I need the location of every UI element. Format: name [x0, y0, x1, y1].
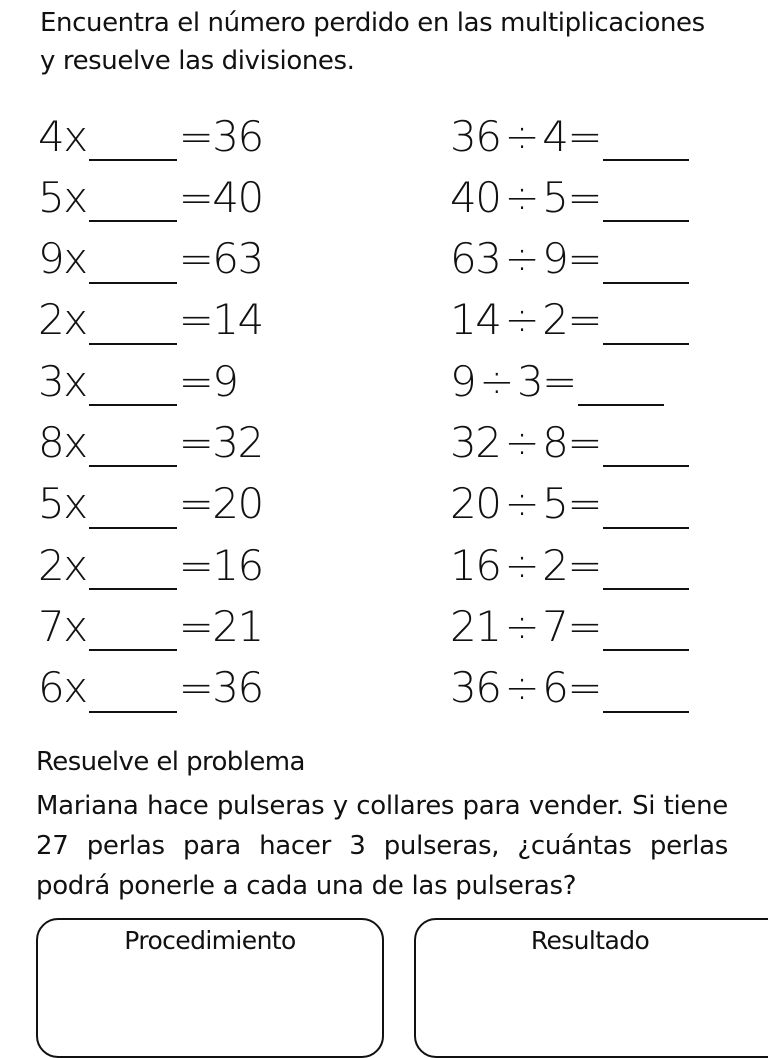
exercise-row [0, 353, 768, 414]
mul-answer-blank[interactable] [89, 244, 177, 284]
div-dividend: 21 [450, 601, 501, 651]
mul-factor: 8x [38, 417, 87, 467]
divide-symbol: ÷ [504, 417, 539, 467]
multiplication-item [38, 537, 263, 593]
divide-symbol: ÷ [504, 295, 539, 345]
mul-factor: 2x [38, 540, 87, 590]
div-answer-blank[interactable] [603, 305, 689, 345]
div-answer-blank[interactable] [578, 366, 664, 406]
exercise-row [0, 414, 768, 475]
div-answer-blank[interactable] [603, 182, 689, 222]
div-answer-blank[interactable] [603, 550, 689, 590]
multiplication-item [38, 353, 238, 409]
div-dividend: 16 [450, 540, 501, 590]
div-divisor: 4= [542, 111, 602, 161]
divide-symbol: ÷ [504, 540, 539, 590]
division-item [450, 231, 689, 287]
mul-factor: 2x [38, 295, 87, 345]
div-dividend: 20 [450, 479, 501, 529]
div-answer-blank[interactable] [603, 489, 689, 529]
result-label: Resultado [530, 926, 650, 955]
exercise-row [0, 169, 768, 230]
div-divisor: 8= [542, 417, 602, 467]
mul-answer-blank[interactable] [89, 366, 177, 406]
instruction-line-2: y resuelve las divisiones. [40, 46, 355, 76]
div-dividend: 63 [450, 234, 501, 284]
mul-factor: 5x [38, 479, 87, 529]
exercise-row [0, 476, 768, 537]
mul-answer-blank[interactable] [89, 121, 177, 161]
mul-result: =16 [178, 540, 263, 590]
div-answer-blank[interactable] [603, 673, 689, 713]
div-dividend: 14 [450, 295, 501, 345]
mul-result: =9 [178, 356, 238, 406]
divide-symbol: ÷ [479, 356, 513, 406]
exercise-row [0, 108, 768, 169]
division-item [450, 598, 689, 654]
division-item [450, 169, 689, 225]
multiplication-item [38, 414, 263, 470]
div-answer-blank[interactable] [603, 244, 689, 284]
mul-answer-blank[interactable] [89, 611, 177, 651]
divide-symbol: ÷ [504, 111, 539, 161]
div-dividend: 32 [450, 417, 501, 467]
mul-factor: 3x [38, 356, 87, 406]
division-item [450, 537, 689, 593]
div-dividend: 9 [450, 356, 476, 406]
divide-symbol: ÷ [504, 479, 539, 529]
div-divisor: 5= [542, 479, 602, 529]
procedure-box[interactable] [36, 918, 384, 1058]
mul-answer-blank[interactable] [89, 489, 177, 529]
div-divisor: 3= [516, 356, 576, 406]
division-item [450, 660, 689, 716]
multiplication-item [38, 660, 263, 716]
division-item [450, 108, 689, 164]
divide-symbol: ÷ [504, 601, 539, 651]
problem-title: Resuelve el problema [36, 747, 305, 777]
mul-factor: 9x [38, 234, 87, 284]
multiplication-item [38, 292, 263, 348]
divide-symbol: ÷ [504, 663, 539, 713]
exercise-row [0, 231, 768, 292]
multiplication-item [38, 108, 263, 164]
division-item [450, 414, 689, 470]
divide-symbol: ÷ [504, 234, 539, 284]
div-divisor: 2= [542, 540, 602, 590]
mul-result: =21 [178, 601, 263, 651]
exercise-grid [0, 108, 768, 721]
multiplication-item [38, 476, 263, 532]
mul-factor: 5x [38, 172, 87, 222]
mul-answer-blank[interactable] [89, 427, 177, 467]
division-item [450, 292, 689, 348]
mul-factor: 4x [38, 111, 87, 161]
div-divisor: 5= [542, 172, 602, 222]
mul-result: =32 [178, 417, 263, 467]
exercise-row [0, 660, 768, 721]
mul-answer-blank[interactable] [89, 305, 177, 345]
mul-factor: 7x [38, 601, 87, 651]
exercise-row [0, 537, 768, 598]
divide-symbol: ÷ [504, 172, 539, 222]
multiplication-item [38, 169, 263, 225]
div-answer-blank[interactable] [603, 121, 689, 161]
mul-result: =63 [178, 234, 263, 284]
div-divisor: 6= [542, 663, 602, 713]
mul-answer-blank[interactable] [89, 182, 177, 222]
div-divisor: 9= [542, 234, 602, 284]
div-answer-blank[interactable] [603, 611, 689, 651]
mul-answer-blank[interactable] [89, 550, 177, 590]
mul-answer-blank[interactable] [89, 673, 177, 713]
multiplication-item [38, 598, 263, 654]
exercise-row [0, 598, 768, 659]
div-dividend: 36 [450, 663, 501, 713]
mul-result: =36 [178, 663, 263, 713]
mul-result: =40 [178, 172, 263, 222]
div-divisor: 2= [542, 295, 602, 345]
mul-factor: 6x [38, 663, 87, 713]
mul-result: =36 [178, 111, 263, 161]
div-dividend: 40 [450, 172, 501, 222]
div-dividend: 36 [450, 111, 501, 161]
problem-statement: Mariana hace pulseras y collares para vender. Si tiene 27 perlas para hacer 3 pulseras, ¿cuántas perlas podrá ponerle a cada una de las pulseras? [36, 791, 728, 901]
procedure-label: Procedimiento [124, 926, 296, 955]
div-divisor: 7= [542, 601, 602, 651]
division-item [450, 353, 664, 409]
result-box[interactable] [414, 918, 768, 1058]
exercise-row [0, 292, 768, 353]
mul-result: =14 [178, 295, 263, 345]
multiplication-item [38, 231, 263, 287]
instruction-line-1: Encuentra el número perdido en las multiplicaciones [40, 8, 705, 38]
mul-result: =20 [178, 479, 263, 529]
div-answer-blank[interactable] [603, 427, 689, 467]
division-item [450, 476, 689, 532]
instruction-text [40, 4, 760, 80]
